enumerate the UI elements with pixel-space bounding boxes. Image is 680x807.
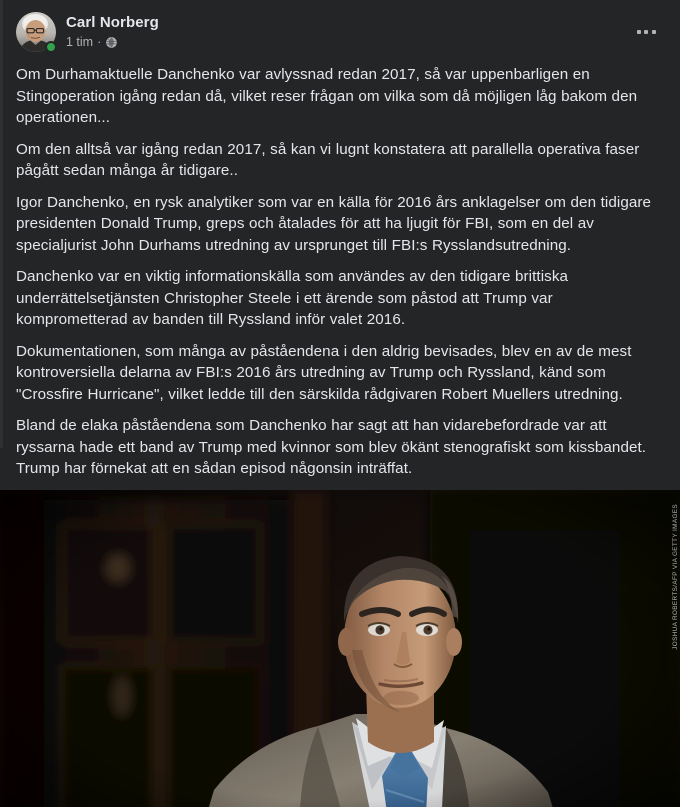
page-edge-strip <box>0 0 3 448</box>
post-paragraph: Danchenko var en viktig informationskälla som användes av den tidigare brittiska underrättelsetjänsten Christopher Steele i ett ärende som påstod att Trump var komprometterad av banden till Ryssland inför valet 2016. <box>16 268 569 328</box>
avatar[interactable] <box>16 12 56 52</box>
post-text-body <box>0 62 680 490</box>
post-timestamp[interactable]: 1 tim <box>66 35 94 49</box>
post-photo[interactable] <box>0 490 680 807</box>
post-meta <box>66 34 159 50</box>
post-paragraph: Bland de elaka påståendena som Danchenko har sagt att han vidarebefordrade var att ryssarna hade ett band av Trump med kvinnor som blev ökänt stenografiskt som kissbandet. Trump har förnekat att en sådan episod någonsin inträffat. <box>16 417 647 477</box>
globe-icon[interactable] <box>105 36 118 49</box>
author-name[interactable]: Carl Norberg <box>66 14 159 31</box>
more-dot <box>637 30 641 34</box>
more-options-button[interactable] <box>628 18 664 46</box>
post-paragraph: Om Durhamaktuelle Danchenko var avlyssnad redan 2017, så var uppenbarligen en Stingoperation igång redan då, vilket reser frågan om vilka som då möjligen låg bakom den operationen... <box>16 66 638 126</box>
meta-separator: · <box>97 35 102 49</box>
online-status-indicator <box>45 41 57 53</box>
post-paragraph: Dokumentationen, som många av påståendena i den aldrig bevisades, blev en av de mest kontroversiella delarna av FBI:s 2016 års utredning av Trump och Ryssland, känd som "Crossfire Hurricane", vilket ledde till den särskilda rådgivaren Robert Muellers utredning. <box>16 342 632 403</box>
photo-credit-watermark: JOSHUA ROBERTS/AFP VIA GETTY IMAGES <box>672 503 679 650</box>
post-paragraph: Om den alltså var igång redan 2017, så kan vi lugnt konstatera att parallella operativa faser pågått sedan många år tidigare.. <box>16 140 640 179</box>
more-dot <box>644 30 648 34</box>
post-paragraph: Igor Danchenko, en rysk analytiker som var en källa för 2016 års anklagelser om den tidigare presidenten Donald Trump, greps och åtalades för att ha ljugit för FBI, som en del av specialjurist John Durhams utredning av ursprunget till FBI:s Rysslandsutredning. <box>16 193 652 254</box>
more-dot <box>652 30 656 34</box>
post-header-text <box>66 12 159 50</box>
post-header <box>0 0 680 62</box>
